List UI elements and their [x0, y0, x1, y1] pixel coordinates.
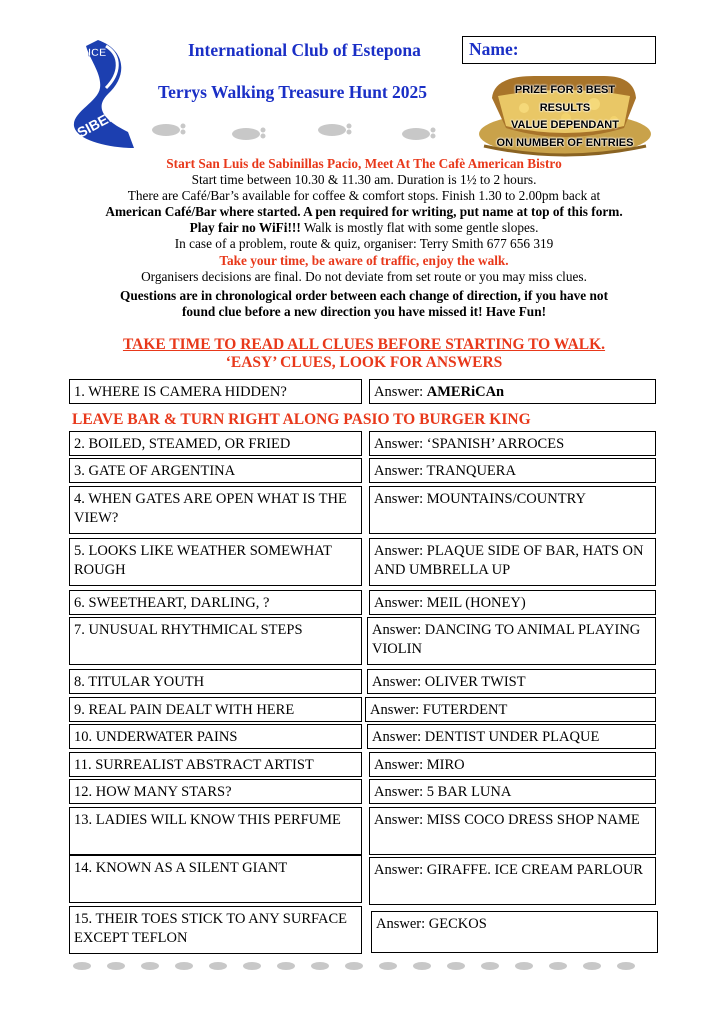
clue-answer-field[interactable] — [369, 431, 656, 456]
clue-answer-field[interactable] — [369, 379, 656, 404]
answer-value: MIRO — [426, 757, 465, 773]
cafes-info: There are Café/Bar’s available for coffee & comfort stops. Finish 1.30 to 2.00pm back at — [127, 188, 601, 204]
clue-answer-field[interactable] — [369, 486, 656, 534]
answer-value: MOUNTAINS/COUNTRY — [426, 491, 586, 507]
clue-question: 14. KNOWN AS A SILENT GIANT — [69, 855, 362, 903]
answer-value: FUTERDENT — [422, 702, 508, 718]
instructions-block — [72, 156, 656, 320]
banner-line-1: TAKE TIME TO READ ALL CLUES BEFORE STARTING TO WALK. — [122, 336, 606, 353]
answer-prefix: Answer: — [372, 674, 425, 690]
footprints-bottom-icon — [72, 958, 656, 974]
clue-answer-field[interactable] — [367, 724, 656, 749]
clue-answer-field[interactable] — [369, 779, 656, 804]
answer-prefix: Answer: — [374, 384, 427, 400]
clue-question: 6. SWEETHEART, DARLING, ? — [69, 590, 362, 615]
answer-prefix: Answer: — [374, 543, 427, 559]
answer-prefix: Answer: — [372, 729, 425, 745]
organiser-contact: In case of a problem, route & quiz, organiser: Terry Smith 677 656 319 — [174, 236, 554, 252]
clue-question: 11. SURREALIST ABSTRACT ARTIST — [69, 752, 362, 777]
answer-value: PLAQUE SIDE OF BAR, HATS ON AND UMBRELLA UP — [374, 543, 644, 578]
answer-value: AMERiCAn — [426, 384, 505, 400]
answer-value: OLIVER TWIST — [424, 674, 526, 690]
clue-answer-field[interactable] — [369, 590, 656, 615]
banner-line-2: ‘EASY’ CLUES, LOOK FOR ANSWERS — [225, 354, 503, 371]
svg-text:ICE: ICE — [88, 47, 107, 59]
order-note-2: found clue before a new direction you have missed it! Have Fun! — [181, 303, 547, 319]
read-clues-banner — [72, 336, 656, 372]
answer-prefix: Answer: — [374, 812, 427, 828]
answer-value: DENTIST UNDER PLAQUE — [424, 729, 600, 745]
clue-answer-field[interactable] — [367, 617, 656, 665]
clue-question: 4. WHEN GATES ARE OPEN WHAT IS THE VIEW? — [69, 486, 362, 534]
clue-question: 15. THEIR TOES STICK TO ANY SURFACE EXCEPT TEFLON — [69, 906, 362, 954]
clue-question: 7. UNUSUAL RHYTHMICAL STEPS — [69, 617, 362, 665]
answer-prefix: Answer: — [374, 491, 427, 507]
clue-question: 3. GATE OF ARGENTINA — [69, 458, 362, 483]
prize-line-4: ON NUMBER OF ENTRIES — [496, 136, 634, 149]
clue-question: 13. LADIES WILL KNOW THIS PERFUME — [69, 807, 362, 855]
answer-prefix: Answer: — [374, 595, 427, 611]
ice-siberme-logo — [68, 36, 146, 154]
order-note-1: Questions are in chronological order between each change of direction, if you have not — [119, 287, 609, 303]
organiser-rules: Organisers decisions are final. Do not deviate from set route or you may miss clues. — [141, 268, 587, 284]
answer-prefix: Answer: — [370, 702, 423, 718]
clue-question: 8. TITULAR YOUTH — [69, 669, 362, 694]
answer-value: MISS COCO DRESS SHOP NAME — [426, 812, 640, 828]
answer-prefix: Answer: — [374, 436, 427, 452]
answer-value: ‘SPANISH’ ARROCES — [426, 436, 565, 452]
answer-prefix: Answer: — [374, 757, 427, 773]
clue-question: 10. UNDERWATER PAINS — [69, 724, 362, 749]
svg-text:SIBERME: SIBERME — [74, 96, 139, 141]
answer-value: GIRAFFE. ICE CREAM PARLOUR — [426, 862, 643, 878]
answer-value: 5 BAR LUNA — [426, 784, 512, 800]
clue-answer-field[interactable] — [371, 911, 658, 953]
clue-answer-field[interactable] — [369, 857, 656, 905]
answer-prefix: Answer: — [374, 862, 427, 878]
prize-line-2: RESULTS — [539, 101, 591, 114]
start-location: Start San Luis de Sabinillas Pacio, Meet At The Cafè American Bistro — [166, 156, 562, 171]
clue-answer-field[interactable] — [365, 697, 656, 722]
wifi-info — [72, 220, 656, 236]
direction-heading: LEAVE BAR & TURN RIGHT ALONG PASIO TO BURGER KING — [72, 411, 531, 428]
prize-line-1: PRIZE FOR 3 BEST — [514, 84, 616, 96]
hunt-title: Terrys Walking Treasure Hunt 2025 — [158, 82, 428, 102]
answer-prefix: Answer: — [376, 916, 429, 932]
start-time: Start time between 10.30 & 11.30 am. Duration is 1½ to 2 hours. — [191, 172, 537, 188]
traffic-warning: Take your time, be aware of traffic, enjoy the walk. — [219, 252, 509, 268]
prize-line-3: VALUE DEPENDANT — [511, 119, 619, 131]
clue-question: 1. WHERE IS CAMERA HIDDEN? — [69, 379, 362, 404]
answer-value: MEIL (HONEY) — [426, 595, 526, 611]
name-field[interactable] — [462, 36, 656, 64]
footprints-top-icon — [148, 116, 478, 142]
clue-answer-field[interactable] — [369, 538, 656, 586]
answer-prefix: Answer: — [374, 784, 427, 800]
clue-answer-field[interactable] — [369, 752, 656, 777]
walk-info: Walk is mostly flat with some gentle slopes. — [300, 220, 539, 236]
name-label: Name: — [469, 39, 519, 59]
club-title: International Club of Estepona — [188, 40, 421, 60]
clue-answer-field[interactable] — [367, 669, 656, 694]
clue-answer-field[interactable] — [369, 458, 656, 483]
clue-question: 2. BOILED, STEAMED, OR FRIED — [69, 431, 362, 456]
finish-info: American Café/Bar where started. A pen required for writing, put name at top of this form. — [105, 204, 623, 220]
wifi-warning: Play fair no WiFi!!! — [189, 220, 301, 236]
clue-question: 12. HOW MANY STARS? — [69, 779, 362, 804]
clue-answer-field[interactable] — [369, 807, 656, 855]
answer-value: DANCING TO ANIMAL PLAYING VIOLIN — [372, 622, 641, 657]
clue-question: 5. LOOKS LIKE WEATHER SOMEWHAT ROUGH — [69, 538, 362, 586]
clue-question: 9. REAL PAIN DEALT WITH HERE — [69, 697, 362, 722]
answer-value: TRANQUERA — [426, 463, 516, 479]
prize-treasure-chest — [474, 68, 656, 160]
answer-value: GECKOS — [428, 916, 487, 932]
answer-prefix: Answer: — [374, 463, 427, 479]
answer-prefix: Answer: — [372, 622, 425, 638]
